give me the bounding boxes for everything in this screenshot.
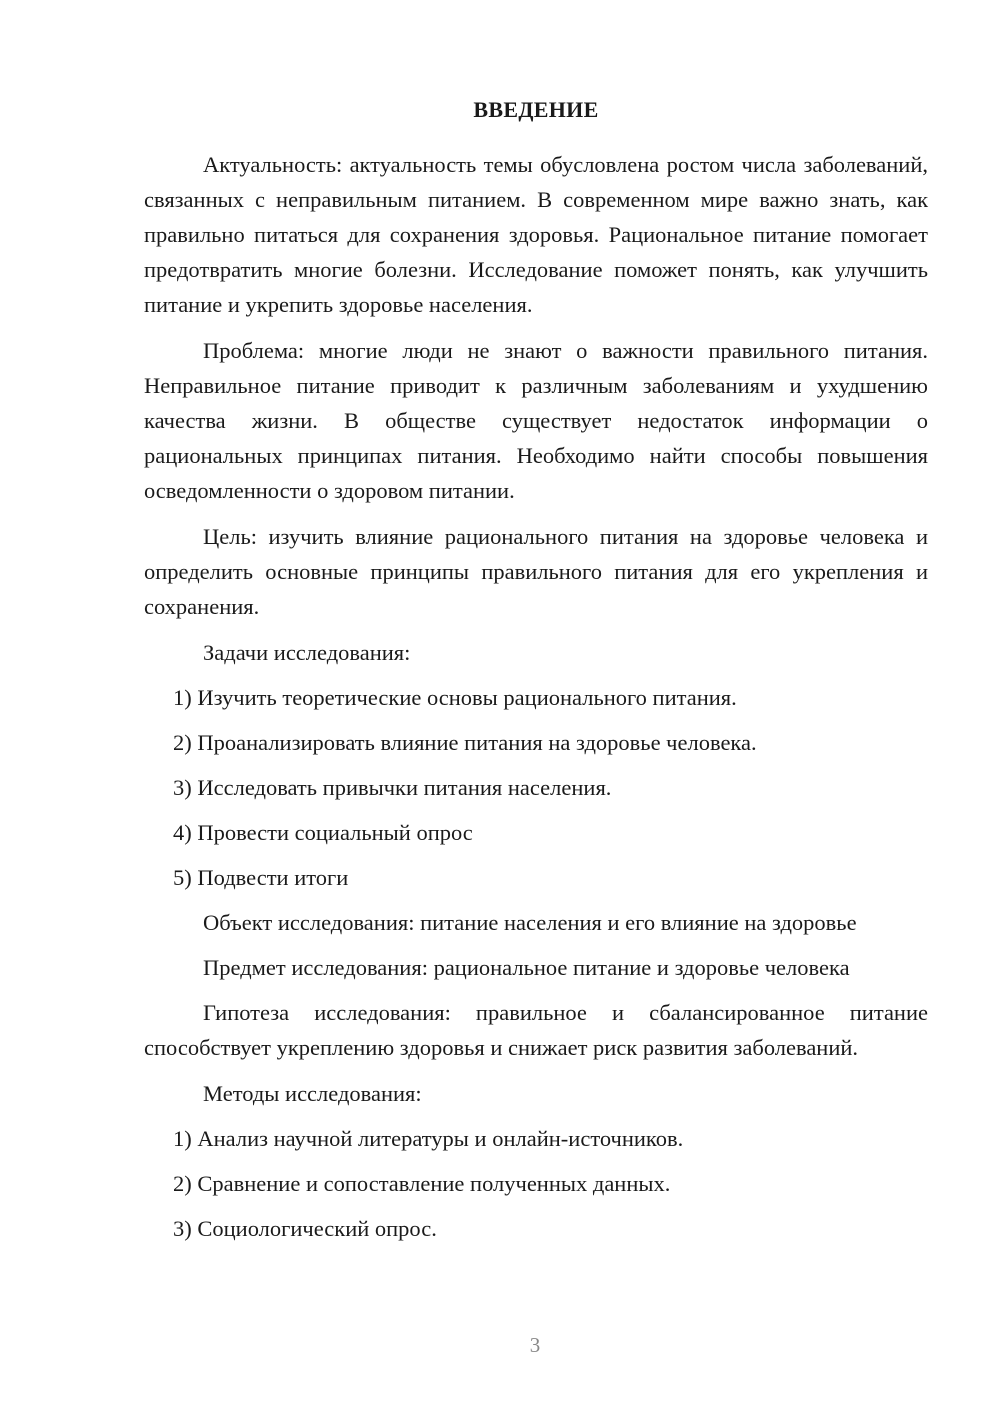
task-item: 5) Подвести итоги: [173, 865, 349, 890]
task-item: 3) Исследовать привычки питания населения.: [173, 775, 612, 800]
task-item: 1) Изучить теоретические основы рационального питания.: [173, 685, 737, 710]
method-item: 1) Анализ научной литературы и онлайн-источников.: [173, 1126, 684, 1151]
methods-heading: Методы исследования:: [203, 1081, 422, 1106]
document-page: [144, 92, 928, 1256]
page-number: 3: [529, 1333, 541, 1357]
section-title: ВВЕДЕНИЕ: [473, 97, 599, 122]
subject-line: Предмет исследования: рациональное питание и здоровье человека: [203, 955, 850, 980]
tasks-heading: Задачи исследования:: [203, 640, 411, 665]
task-item: 2) Проанализировать влияние питания на здоровье человека.: [173, 730, 757, 755]
object-line: Объект исследования: питание населения и его влияние на здоровье: [203, 910, 857, 935]
relevance-paragraph: Актуальность: актуальность темы обусловлена ростом числа заболеваний, связанных с неправильным питанием. В современном мире важно знать, как правильно питаться для сохранения здоровья. Рациональное питание помогает предотвратить многие болезни. Исследование поможет понять, как улучшить питание и укрепить здоровье населения.: [144, 152, 928, 317]
method-item: 2) Сравнение и сопоставление полученных данных.: [173, 1171, 671, 1196]
task-item: 4) Провести социальный опрос: [173, 820, 473, 845]
hypothesis-paragraph: Гипотеза исследования: правильное и сбалансированное питание способствует укреплению здоровья и снижает риск развития заболеваний.: [144, 1000, 928, 1060]
method-item: 3) Социологический опрос.: [173, 1216, 437, 1241]
problem-paragraph: Проблема: многие люди не знают о важности правильного питания. Неправильное питание приводит к различным заболеваниям и ухудшению качества жизни. В обществе существует недостаток информации о рациональных принципах питания. Необходимо найти способы повышения осведомленности о здоровом питании.: [144, 338, 928, 503]
goal-paragraph: Цель: изучить влияние рационального питания на здоровье человека и определить основные принципы правильного питания для его укрепления и сохранения.: [144, 524, 928, 619]
